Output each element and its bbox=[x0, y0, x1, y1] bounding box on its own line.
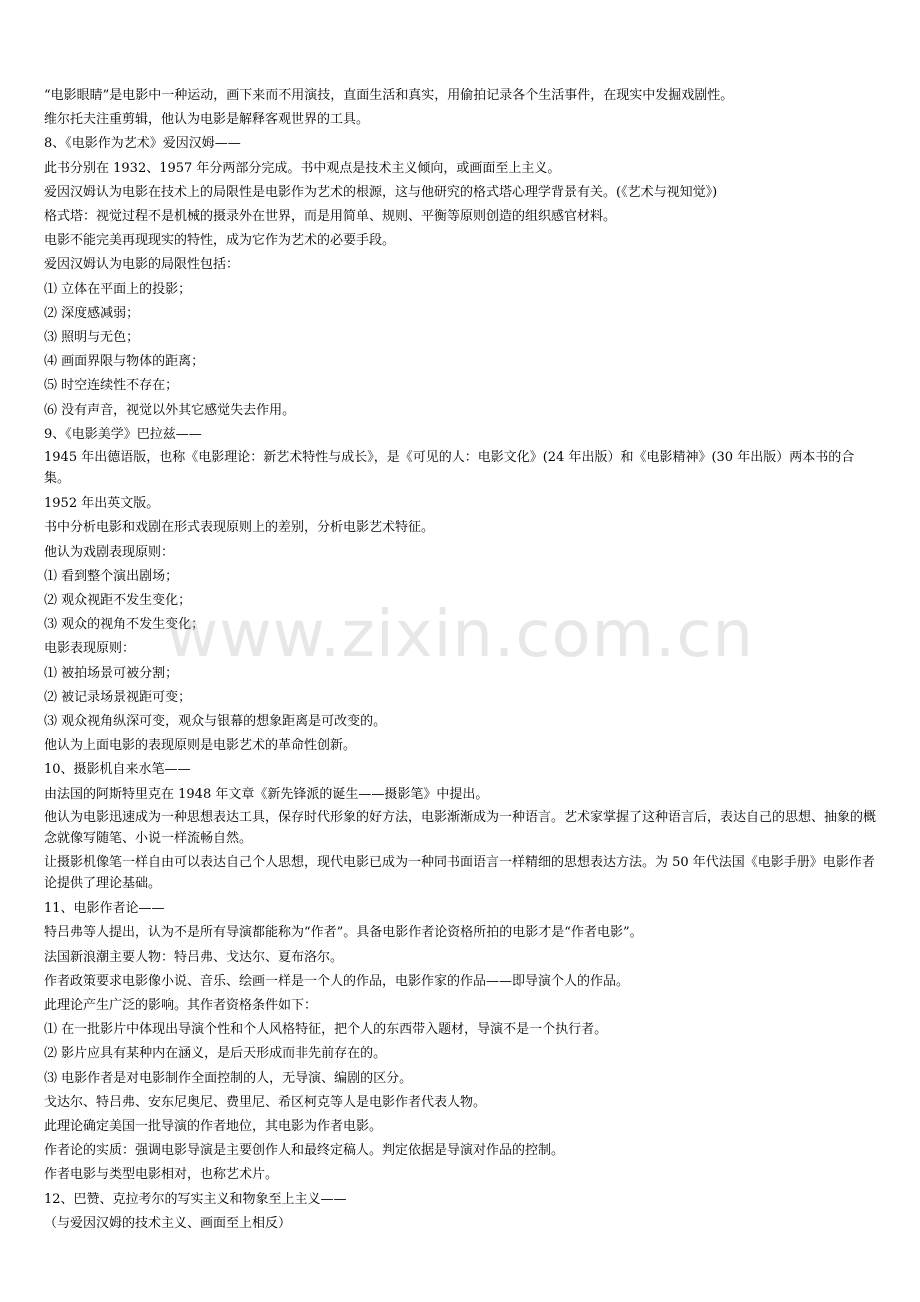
list-item: ⑵ 被记录场景视距可变； bbox=[44, 689, 192, 705]
list-item: ⑴ 在一批影片中体现出导演个性和个人风格特征，把个人的东西带入题材，导演不是一个执行者。 bbox=[44, 1022, 608, 1038]
list-item: ⑷ 画面界限与物体的距离； bbox=[44, 354, 205, 370]
list-item: ⑶ 观众视角纵深可变，观众与银幕的想象距离是可改变的。 bbox=[44, 714, 387, 730]
section-heading: 12、巴赞、克拉考尔的写实主义和物象至上主义—— bbox=[44, 1191, 347, 1207]
text-line: （与爱因汉姆的技术主义、画面至上相反） bbox=[44, 1215, 292, 1231]
text-line: 格式塔：视觉过程不是机械的摄录外在世界，而是用简单、规则、平衡等原则创造的组织感官材料。 bbox=[44, 209, 617, 225]
text-line: 他认为上面电影的表现原则是电影艺术的革命性创新。 bbox=[44, 738, 357, 754]
text-line: 爱因汉姆认为电影的局限性包括： bbox=[44, 257, 240, 273]
text-line: 由法国的阿斯特里克在 1948 年文章《新先锋派的诞生——摄影笔》中提出。 bbox=[44, 786, 489, 802]
list-item: ⑶ 电影作者是对电影制作全面控制的人，无导演、编剧的区分。 bbox=[44, 1070, 413, 1086]
list-item: ⑵ 观众视距不发生变化； bbox=[44, 593, 192, 609]
text-line: 让摄影机像笔一样自由可以表达自己个人思想，现代电影已成为一种同书面语言一样精细的思想表达方法。为 50 年代法国《电影手册》电影作者论提供了理论基础。 bbox=[44, 855, 875, 892]
list-item: ⑸ 时空连续性不存在； bbox=[44, 378, 179, 394]
list-item: ⑴ 立体在平面上的投影； bbox=[44, 281, 192, 297]
text-line: 戈达尔、特吕弗、安东尼奥尼、费里尼、希区柯克等人是电影作者代表人物。 bbox=[44, 1094, 487, 1110]
text-line: 1945 年出德语版，也称《电影理论：新艺术特性与成长》，是《可见的人：电影文化》(24 年出版）和《电影精神》(30 年出版）两本书的合集。 bbox=[44, 450, 855, 487]
list-item: ⑹ 没有声音，视觉以外其它感觉失去作用。 bbox=[44, 402, 296, 418]
list-item: ⑴ 被拍场景可被分割； bbox=[44, 665, 179, 681]
document-body bbox=[44, 84, 880, 1236]
text-line: 此书分别在 1932、1957 年分两部分完成。书中观点是技术主义倾向，或画面至上主义。 bbox=[44, 160, 561, 176]
watermark: www.zixin.com.cn bbox=[165, 598, 755, 672]
text-line: 作者论的实质：强调电影导演是主要创作人和最终定稿人。判定依据是导演对作品的控制。 bbox=[44, 1143, 565, 1159]
text-line: 维尔托夫注重剪辑，他认为电影是解释客观世界的工具。 bbox=[44, 112, 370, 128]
text-line: 作者电影与类型电影相对，也称艺术片。 bbox=[44, 1167, 279, 1183]
text-line: 法国新浪潮主要人物：特吕弗、戈达尔、夏布洛尔。 bbox=[44, 949, 344, 965]
section-heading: 10、摄影机自来水笔—— bbox=[44, 762, 191, 778]
text-line: 电影不能完美再现现实的特性，成为它作为艺术的必要手段。 bbox=[44, 233, 396, 249]
text-line: 作者政策要求电影像小说、音乐、绘画一样是一个人的作品，电影作家的作品——即导演个人的作品。 bbox=[44, 973, 630, 989]
text-line: 电影表现原则： bbox=[44, 641, 136, 657]
list-item: ⑵ 深度感减弱； bbox=[44, 305, 140, 321]
text-line: 爱因汉姆认为电影在技术上的局限性是电影作为艺术的根源，这与他研究的格式塔心理学背景有关。(《艺术与视知觉》) bbox=[44, 184, 718, 200]
text-line: 特吕弗等人提出，认为不是所有导演都能称为“作者”。具备电影作者论资格所拍的电影才是“作者电影”。 bbox=[44, 925, 643, 941]
text-line: 书中分析电影和戏剧在形式表现原则上的差别，分析电影艺术特征。 bbox=[44, 520, 435, 536]
section-heading: 8、《电影作为艺术》爱因汉姆—— bbox=[44, 136, 241, 152]
text-line: 他认为电影迅速成为一种思想表达工具，保存时代形象的好方法，电影渐渐成为一种语言。艺术家掌握了这种语言后，表达自己的思想、抽象的概念就像写随笔、小说一样流畅自然。 bbox=[44, 809, 877, 846]
text-line: 此理论确定美国一批导演的作者地位，其电影为作者电影。 bbox=[44, 1119, 383, 1135]
section-heading: 9、《电影美学》巴拉兹—— bbox=[44, 426, 202, 442]
text-line: 他认为戏剧表现原则： bbox=[44, 544, 175, 560]
section-heading: 11、电影作者论—— bbox=[44, 901, 165, 917]
list-item: ⑶ 观众的视角不发生变化； bbox=[44, 617, 205, 633]
text-line: 此理论产生广泛的影响。其作者资格条件如下： bbox=[44, 998, 318, 1014]
list-item: ⑵ 影片应具有某种内在涵义，是后天形成而非先前存在的。 bbox=[44, 1046, 387, 1062]
list-item: ⑶ 照明与无色； bbox=[44, 330, 140, 346]
text-line: 1952 年出英文版。 bbox=[44, 496, 160, 512]
list-item: ⑴ 看到整个演出剧场； bbox=[44, 568, 179, 584]
text-line: “电影眼睛”是电影中一种运动，画下来而不用演技，直面生活和真实，用偷拍记录各个生活事件，在现实中发掘戏剧性。 bbox=[44, 88, 734, 103]
